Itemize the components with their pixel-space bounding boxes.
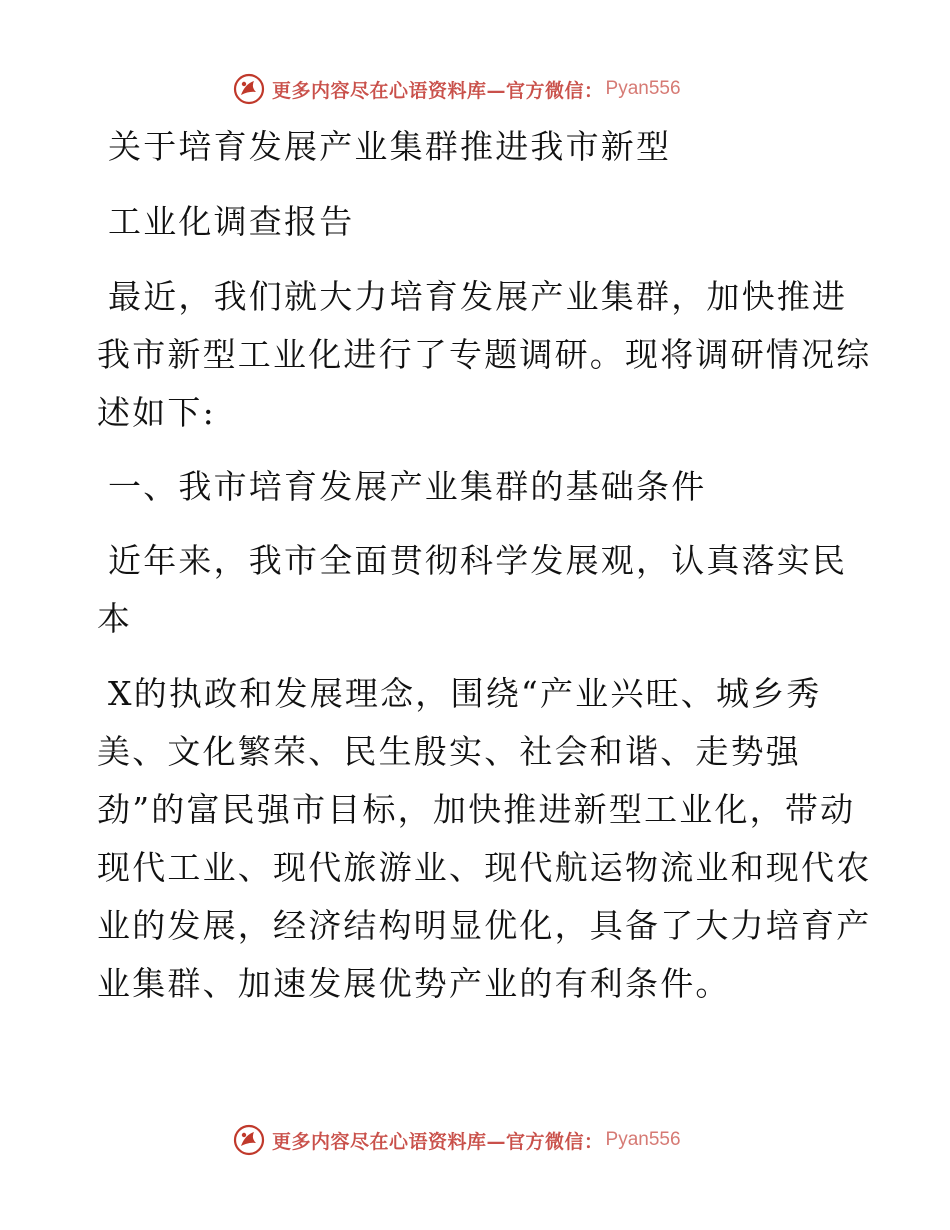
paragraph-line: 现代工业、现代旅游业、现代航运物流业和现代农 <box>97 848 872 887</box>
paragraph-line: 业集群、加速发展优势产业的有利条件。 <box>97 964 731 1003</box>
paragraph-line: X的执政和发展理念，围绕“产业兴旺、城乡秀 <box>108 674 822 713</box>
paragraph-line: 业的发展，经济结构明显优化，具备了大力培育产 <box>97 906 872 945</box>
brand-logo-icon <box>232 1123 266 1157</box>
paragraph-line: 美、文化繁荣、民生殷实、社会和谐、走势强 <box>97 732 801 771</box>
section-heading: 一、我市培育发展产业集群的基础条件 <box>108 467 707 506</box>
banner-text: 更多内容尽在心语资料库—官方微信： <box>272 79 604 102</box>
banner-wechat-id: Pyan556 <box>605 1129 681 1150</box>
title-line-1: 关于培育发展产业集群推进我市新型 <box>108 127 672 166</box>
paragraph-line: 劲”的富民强市目标，加快推进新型工业化，带动 <box>97 790 856 829</box>
footer-banner <box>232 1123 681 1157</box>
intro-line: 最近，我们就大力培育发展产业集群，加快推进 <box>108 277 848 316</box>
banner-text: 更多内容尽在心语资料库—官方微信： <box>272 1130 604 1153</box>
header-banner <box>232 72 681 106</box>
paragraph-line: 近年来，我市全面贯彻科学发展观，认真落实民 <box>108 541 848 580</box>
brand-logo-icon <box>232 72 266 106</box>
banner-wechat-id: Pyan556 <box>605 78 681 99</box>
intro-line: 我市新型工业化进行了专题调研。现将调研情况综 <box>97 335 872 374</box>
paragraph-line: 本 <box>97 599 133 638</box>
title-line-2: 工业化调查报告 <box>108 202 355 241</box>
intro-line: 述如下: <box>97 393 216 432</box>
